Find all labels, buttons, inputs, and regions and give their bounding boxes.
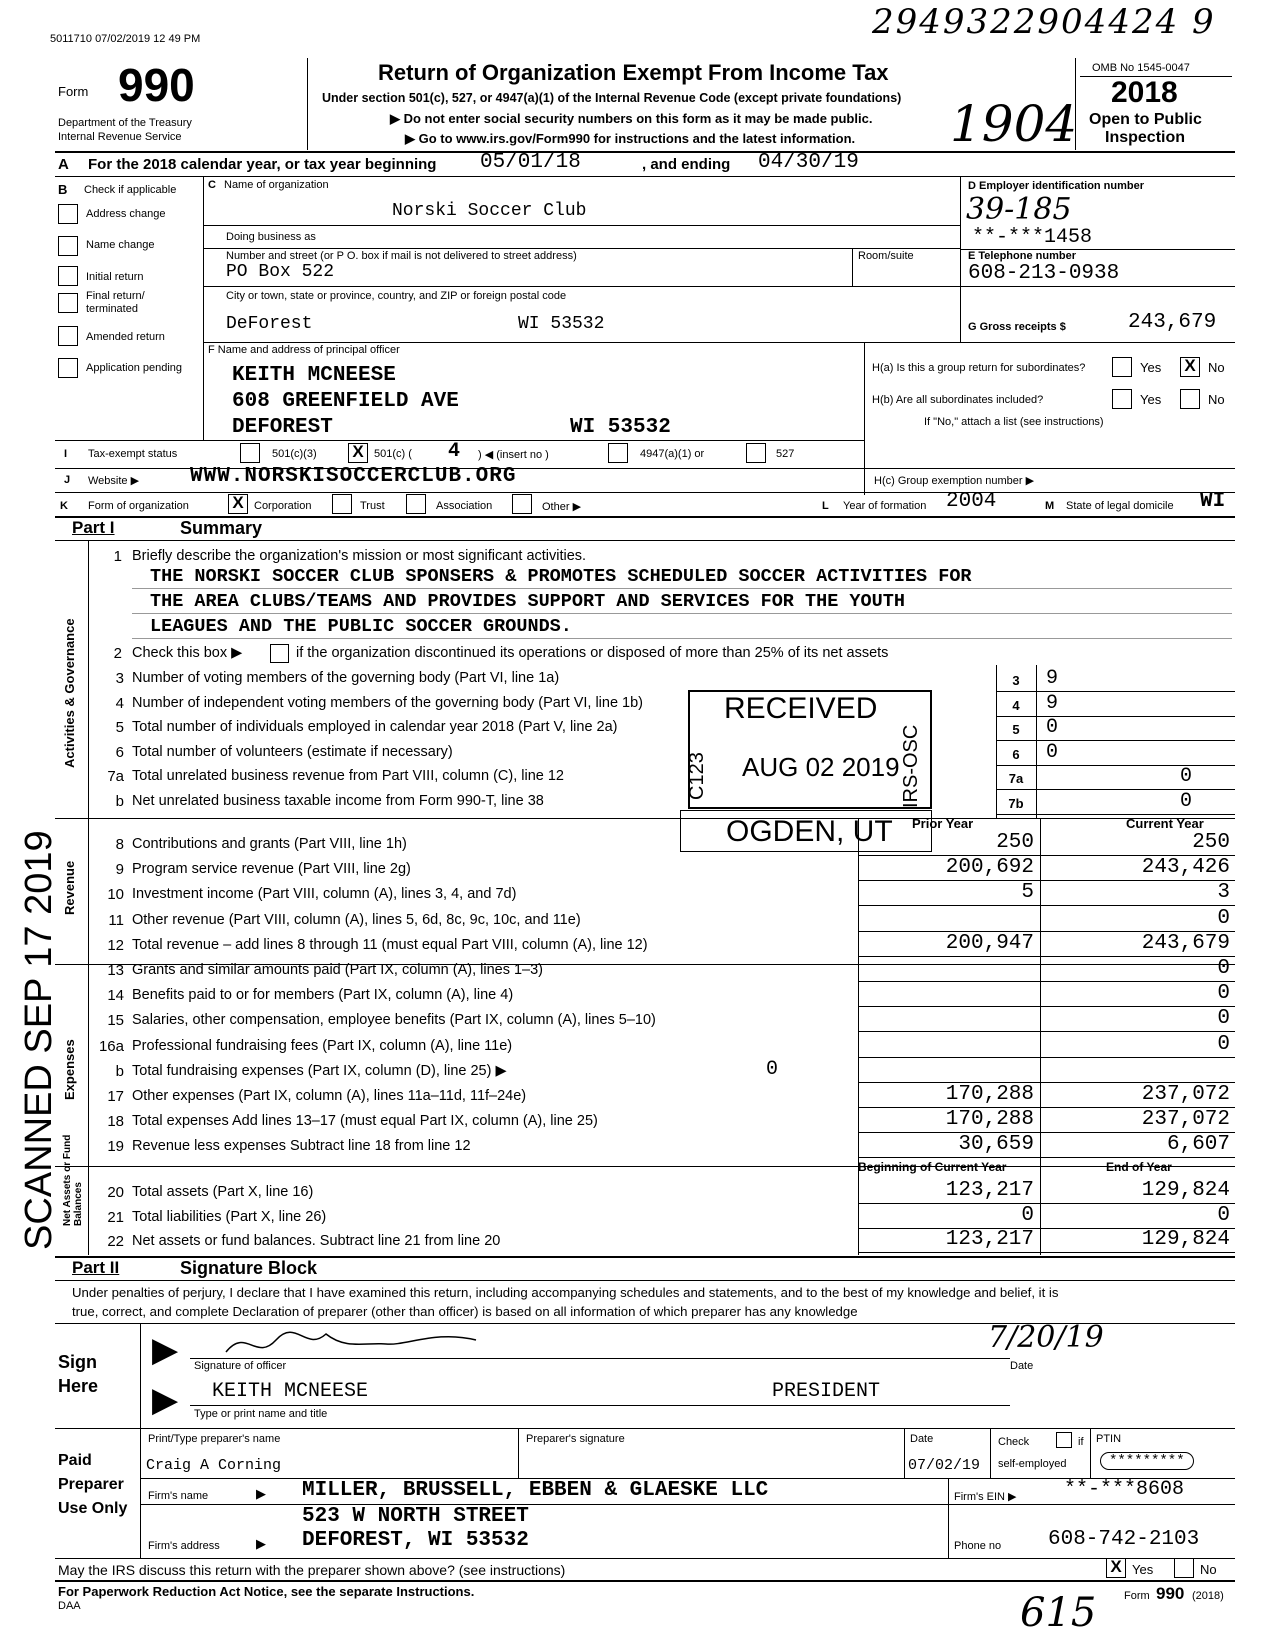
line-k-label: K [60, 500, 68, 512]
fin-line-num: b [115, 1062, 124, 1080]
gov-line-value[interactable]: 0 [1180, 765, 1193, 788]
part-i-title: Summary [180, 518, 263, 538]
net-end-year[interactable]: 129,824 [1141, 1228, 1230, 1251]
application-pending-label: Application pending [86, 362, 183, 374]
handwritten-code: 1904 [950, 95, 1078, 153]
fin-current-year[interactable]: 0 [1217, 957, 1230, 980]
mission-line-3[interactable]: LEAGUES AND THE PUBLIC SOCCER GROUNDS. [150, 616, 572, 637]
sign-arrow-2: ▶ [152, 1381, 179, 1419]
gov-line-num: 4 [115, 694, 124, 712]
527-checkbox[interactable] [746, 443, 766, 463]
fin-current-year[interactable]: 0 [1217, 982, 1230, 1006]
h-a-yes-checkbox[interactable] [1112, 357, 1132, 377]
perjury-statement-2: true, correct, and complete Declaration of preparer (other than officer) is based on all information of which preparer has any knowledge [72, 1304, 858, 1319]
net-line-num: 21 [107, 1208, 124, 1226]
preparer-name-label: Print/Type preparer's name [148, 1433, 281, 1445]
firm-name[interactable]: MILLER, BRUSSELL, EBBEN & GLAESKE LLC [302, 1479, 769, 1502]
line-m-label: M [1045, 500, 1055, 512]
corporation-label: Corporation [254, 500, 312, 512]
fin-prior-year[interactable]: 170,288 [945, 1083, 1034, 1106]
website-label: Website ▶ [88, 475, 140, 487]
side-label-governance: Activities & Governance [62, 618, 77, 768]
line-l-label: L [822, 500, 829, 512]
side-label-expenses: Expenses [62, 1039, 77, 1100]
501c3-checkbox[interactable] [240, 443, 260, 463]
fin-line-num: 16a [98, 1037, 124, 1055]
fin-line-text: Salaries, other compensation, employee benefits (Part IX, column (A), lines 5–10) [132, 1012, 656, 1029]
corporation-checkbox[interactable]: X [228, 494, 248, 514]
tax-year-begin[interactable]: 05/01/18 [480, 151, 581, 174]
name-change-label: Name change [86, 239, 155, 251]
fin-line-num: 19 [107, 1138, 124, 1156]
fin-line-text: Other expenses (Part IX, column (A), lines 11a–11d, 11f–24e) [132, 1088, 527, 1104]
insert-no-label: ) ◀ (insert no ) [478, 449, 549, 461]
firm-address-2[interactable]: DEFOREST, WI 53532 [302, 1529, 529, 1552]
year-formation[interactable]: 2004 [946, 490, 997, 513]
stamp-city: OGDEN, UT [726, 815, 893, 848]
firm-ein[interactable]: **-***8608 [1064, 1478, 1185, 1501]
gov-line-num: 3 [115, 670, 124, 687]
signature-label: Signature of officer [194, 1360, 287, 1372]
net-line-text: Total assets (Part X, line 16) [132, 1184, 314, 1200]
section-c-label: C [208, 179, 216, 191]
fin-current-year[interactable]: 250 [1192, 831, 1230, 854]
fin-current-year[interactable]: 0 [1217, 906, 1230, 930]
fin-current-year[interactable]: 237,072 [1141, 1083, 1230, 1106]
fin-line-text: Contributions and grants (Part VIII, line 1h) [132, 836, 407, 852]
fin-line-text: Professional fundraising fees (Part IX, column (A), line 11e) [132, 1037, 513, 1054]
fin-prior-year[interactable]: 5 [1021, 881, 1034, 905]
open-public: Open to Public [1089, 111, 1202, 128]
line-a-ending: , and ending [642, 156, 731, 173]
side-label-net-assets: Net Assets or Fund Balances [62, 1134, 84, 1226]
net-begin-year[interactable]: 123,217 [945, 1228, 1034, 1251]
document-locator-number: 2949322904424 9 [872, 2, 1216, 42]
omb-number: OMB No 1545-0047 [1092, 62, 1190, 74]
officer-city[interactable]: DEFOREST [232, 416, 333, 439]
fin-line-text: Revenue less expenses Subtract line 18 from line 12 [132, 1138, 471, 1155]
end-year-header: End of Year [1106, 1160, 1172, 1174]
gov-line-box: 6 [1012, 746, 1020, 762]
gov-line-num: 5 [115, 719, 124, 736]
fin-current-year[interactable]: 243,426 [1141, 856, 1230, 880]
mission-line-1[interactable]: THE NORSKI SOCCER CLUB SPONSERS & PROMOTES SCHEDULED SOCCER ACTIVITIES FOR [150, 566, 972, 587]
trust-checkbox[interactable] [332, 494, 352, 514]
telephone[interactable]: 608-213-0938 [968, 262, 1120, 285]
street-label: Number and street (or P O. box if mail is not delivered to street address) [226, 250, 577, 262]
final-return-checkbox[interactable] [58, 293, 78, 313]
here-label: Here [58, 1376, 99, 1396]
501c-checkbox[interactable]: X [348, 443, 368, 463]
gov-line-value[interactable]: 0 [1046, 716, 1059, 739]
final-return-label: Final return/ terminated [86, 290, 145, 315]
part-ii-label: Part II [72, 1258, 120, 1277]
paperwork-notice: For Paperwork Reduction Act Notice, see the separate Instructions. [58, 1584, 475, 1599]
begin-year-header: Beginning of Current Year [858, 1160, 1007, 1174]
fin-line-num: 9 [115, 861, 124, 879]
net-end-year[interactable]: 0 [1217, 1203, 1230, 1227]
handwritten-page: 615 [1020, 1590, 1097, 1636]
net-line-text: Net assets or fund balances. Subtract line 21 from line 20 [132, 1233, 501, 1249]
side-label-revenue: Revenue [62, 860, 77, 915]
line-j-label: J [64, 474, 71, 486]
part-ii-title: Signature Block [180, 1258, 318, 1278]
gov-line-text: Total unrelated business revenue from Part VIII, column (C), line 12 [132, 768, 564, 784]
city-label: City or town, state or province, country, and ZIP or foreign postal code [226, 290, 567, 302]
fin-line-num: 14 [107, 987, 124, 1005]
h-b-note: If "No," attach a list (see instructions) [924, 416, 1104, 428]
irs-label: Internal Revenue Service [58, 131, 182, 143]
gov-line-text: Number of independent voting members of the governing body (Part VI, line 1b) [132, 694, 644, 711]
tax-year: 2018 [1111, 76, 1178, 109]
gov-line-num: 6 [115, 743, 124, 761]
address-change-label: Address change [86, 208, 166, 220]
h-c-label: H(c) Group exemption number ▶ [874, 475, 1035, 487]
name-change-checkbox[interactable] [58, 236, 78, 256]
gross-receipts[interactable]: 243,679 [1128, 311, 1217, 334]
received-text: RECEIVED [724, 692, 878, 725]
gov-line-box: 3 [1012, 673, 1020, 688]
firm-phone[interactable]: 608-742-2103 [1048, 1528, 1200, 1551]
check-label: Check [998, 1436, 1030, 1448]
gov-line-text: Total number of volunteers (estimate if necessary) [132, 743, 453, 760]
gross-receipts-label: G Gross receipts $ [968, 321, 1066, 333]
fin-line-num: 8 [115, 836, 124, 853]
sign-arrow-1: ▶ [152, 1331, 179, 1369]
discuss-yes-checkbox[interactable]: X [1106, 1558, 1126, 1578]
initial-return-label: Initial return [86, 271, 144, 283]
ptin[interactable]: ********* [1100, 1452, 1194, 1470]
gov-line-value[interactable]: 9 [1046, 691, 1059, 715]
gov-line-box: 4 [1012, 697, 1020, 713]
line-2-text-a: Check this box ▶ [132, 645, 243, 661]
preparer-signature-label: Preparer's signature [526, 1433, 625, 1445]
firm-address-1[interactable]: 523 W NORTH STREET [302, 1505, 529, 1528]
sign-label: Sign [58, 1352, 97, 1372]
line-1-num: 1 [113, 548, 122, 565]
processing-timestamp: 5011710 07/02/2019 12 49 PM [50, 33, 201, 45]
fin-prior-year[interactable]: 200,947 [945, 931, 1034, 955]
officer-title[interactable]: PRESIDENT [772, 1380, 881, 1403]
fin-prior-year[interactable]: 30,659 [958, 1133, 1034, 1157]
application-pending-checkbox[interactable] [58, 358, 78, 378]
fin-prior-year[interactable]: 200,692 [945, 856, 1034, 880]
mission-line-2[interactable]: THE AREA CLUBS/TEAMS AND PROVIDES SUPPORT AND SERVICES FOR THE YOUTH [150, 591, 905, 612]
street-address[interactable]: PO Box 522 [226, 262, 335, 282]
fin-line-text: Other revenue (Part VIII, column (A), lines 5, 6d, 8c, 9c, 10c, and 11e) [132, 911, 581, 928]
net-begin-year[interactable]: 123,217 [945, 1179, 1034, 1202]
h-b-yes-label: Yes [1140, 392, 1162, 407]
address-change-checkbox[interactable] [58, 204, 78, 224]
signature-date-label: Date [1010, 1360, 1034, 1372]
tax-exempt-label: Tax-exempt status [88, 448, 178, 460]
other-org-label: Other ▶ [542, 501, 582, 513]
form-title: Return of Organization Exempt From Income Tax [378, 60, 889, 85]
fin-current-year[interactable]: 3 [1217, 881, 1230, 905]
fin-current-year[interactable]: 0 [1217, 1032, 1230, 1056]
amended-return-checkbox[interactable] [58, 326, 78, 346]
gov-line-text: Number of voting members of the governing body (Part VI, line 1a) [132, 670, 560, 686]
firm-phone-label: Phone no [954, 1540, 1002, 1552]
line-2-checkbox[interactable] [270, 644, 289, 663]
dept-treasury: Department of the Treasury [58, 117, 192, 129]
527-label: 527 [776, 448, 795, 460]
h-b-yes-checkbox[interactable] [1112, 389, 1132, 409]
501c3-label: 501(c)(3) [272, 448, 317, 460]
initial-return-checkbox[interactable] [58, 266, 78, 286]
firm-ein-label: Firm's EIN ▶ [954, 1491, 1017, 1503]
self-employed-checkbox[interactable] [1056, 1432, 1072, 1448]
ein[interactable]: **-***1458 [972, 226, 1093, 249]
footer-form-label: Form [1124, 1590, 1150, 1602]
perjury-statement-1: Under penalties of perjury, I declare that I have examined this return, including accompanying schedules and statements, and to the best of my knowledge and belief, it is [72, 1285, 1059, 1300]
gov-line-text: Net unrelated business taxable income from Form 990-T, line 38 [132, 792, 544, 809]
ssn-warning: ▶ Do not enter social security numbers on this form as it may be made public. [390, 111, 873, 126]
ptin-label: PTIN [1096, 1433, 1122, 1445]
principal-officer-label: F Name and address of principal officer [208, 344, 400, 356]
org-name[interactable]: Norski Soccer Club [392, 201, 587, 221]
gov-line-text: Total number of individuals employed in calendar year 2018 (Part V, line 2a) [132, 719, 618, 735]
line-16b-amount[interactable]: 0 [766, 1058, 779, 1081]
fin-current-year[interactable]: 243,679 [1141, 931, 1230, 955]
footer-form-year: (2018) [1192, 1590, 1224, 1602]
instructions-link[interactable]: ▶ Go to www.irs.gov/Form990 for instructions and the latest information. [405, 131, 856, 146]
fin-line-num: 15 [107, 1012, 124, 1030]
501c-number[interactable]: 4 [448, 440, 461, 463]
h-a-label: H(a) Is this a group return for subordinates? [872, 362, 1086, 374]
line-i-label: I [64, 448, 68, 460]
org-name-label: Name of organization [224, 179, 329, 191]
h-b-label: H(b) Are all subordinates included? [872, 394, 1044, 406]
fin-line-num: 13 [107, 962, 124, 979]
4947-checkbox[interactable] [608, 443, 628, 463]
firm-name-arrow: ▶ [256, 1486, 266, 1501]
h-b-no-checkbox[interactable] [1180, 389, 1200, 409]
footer-form-number: 990 [1156, 1584, 1185, 1603]
firm-address-label: Firm's address [148, 1540, 220, 1552]
signature-date[interactable]: 7/20/19 [988, 1320, 1104, 1355]
scanned-stamp: SCANNED SEP 17 2019 [18, 830, 60, 1250]
fin-line-text: Total revenue – add lines 8 through 11 (must equal Part VIII, column (A), line 12) [132, 936, 648, 953]
h-a-no-label: No [1208, 360, 1225, 375]
if-label: if [1078, 1436, 1084, 1448]
line-a-text: For the 2018 calendar year, or tax year beginning [88, 156, 437, 173]
firm-address-arrow: ▶ [256, 1536, 266, 1551]
amended-return-label: Amended return [86, 331, 165, 343]
fin-prior-year[interactable]: 250 [996, 831, 1034, 854]
section-b-title: Check if applicable [84, 184, 177, 196]
self-employed-label: self-employed [998, 1458, 1067, 1470]
preparer-date-label: Date [910, 1433, 934, 1445]
other-org-checkbox[interactable] [512, 494, 532, 514]
domicile-label: State of legal domicile [1066, 500, 1174, 512]
h-a-yes-label: Yes [1140, 360, 1162, 375]
fin-line-num: 18 [107, 1113, 124, 1131]
form-of-org-label: Form of organization [88, 500, 189, 512]
ein-label: D Employer identification number [968, 180, 1145, 192]
received-date: AUG 02 2019 [742, 752, 900, 782]
net-line-num: 20 [107, 1184, 124, 1201]
domicile[interactable]: WI [1200, 490, 1226, 513]
officer-street[interactable]: 608 GREENFIELD AVE [232, 390, 459, 413]
fin-prior-year[interactable]: 170,288 [945, 1108, 1034, 1132]
discuss-no-label: No [1200, 1562, 1217, 1577]
fin-current-year[interactable]: 0 [1217, 1007, 1230, 1031]
telephone-label: E Telephone number [968, 250, 1076, 262]
stamp-code-right: IRS-OSC [900, 724, 922, 808]
fin-line-num: 11 [108, 911, 124, 929]
state-zip[interactable]: WI 53532 [518, 314, 605, 334]
use-only-label: Use Only [58, 1500, 128, 1517]
city[interactable]: DeForest [226, 314, 313, 334]
gov-line-box: 7a [1008, 771, 1024, 786]
inspection: Inspection [1105, 129, 1186, 146]
officer-signature [216, 1322, 516, 1362]
form-number: 990 [118, 59, 195, 111]
net-begin-year[interactable]: 0 [1021, 1203, 1034, 1227]
fin-line-text: Total fundraising expenses (Part IX, column (D), line 25) ▶ [132, 1062, 507, 1079]
prior-year-header: Prior Year [912, 816, 974, 831]
association-label: Association [436, 500, 493, 512]
line-1-text: Briefly describe the organization's mission or most significant activities. [132, 548, 587, 564]
fin-current-year[interactable]: 6,607 [1166, 1133, 1230, 1157]
discuss-yes-label: Yes [1132, 1562, 1154, 1577]
trust-label: Trust [360, 500, 385, 512]
ein-handwritten: 39-185 [966, 192, 1072, 227]
fin-line-text: Benefits paid to or for members (Part IX, column (A), line 4) [132, 987, 514, 1004]
stamp-code-left: C123 [686, 752, 708, 800]
h-b-no-label: No [1208, 392, 1225, 407]
gov-line-value[interactable]: 0 [1180, 789, 1193, 813]
type-name-label: Type or print name and title [194, 1408, 328, 1420]
fin-line-num: 12 [107, 936, 124, 954]
fin-line-num: 10 [107, 886, 124, 904]
fin-line-text: Investment income (Part VIII, column (A), lines 3, 4, and 7d) [132, 886, 517, 903]
gov-line-num: 7a [107, 768, 124, 785]
gov-line-num: b [115, 792, 124, 810]
association-checkbox[interactable] [406, 494, 426, 514]
gov-line-value[interactable]: 0 [1046, 740, 1059, 764]
line-2-num: 2 [113, 645, 122, 662]
dba-label: Doing business as [226, 231, 316, 243]
fin-line-text: Grants and similar amounts paid (Part IX, column (A), lines 1–3) [132, 962, 543, 978]
line-a-label: A [58, 156, 69, 173]
fin-line-text: Program service revenue (Part VIII, line 2g) [132, 861, 411, 878]
officer-state-zip[interactable]: WI 53532 [570, 416, 671, 439]
year-formation-label: Year of formation [843, 500, 927, 512]
net-end-year[interactable]: 129,824 [1141, 1179, 1230, 1202]
fin-line-text: Total expenses Add lines 13–17 (must equal Part IX, column (A), line 25) [132, 1113, 598, 1130]
discuss-question: May the IRS discuss this return with the preparer shown above? (see instructions) [58, 1562, 566, 1578]
h-a-no-checkbox[interactable]: X [1180, 357, 1200, 377]
discuss-no-checkbox[interactable] [1174, 1558, 1194, 1578]
firm-name-label: Firm's name [148, 1490, 209, 1502]
paid-label: Paid [58, 1452, 92, 1469]
officer-name[interactable]: KEITH MCNEESE [232, 364, 396, 387]
part-i-label: Part I [72, 518, 115, 537]
gov-line-box: 7b [1008, 795, 1024, 811]
fin-line-num: 17 [107, 1088, 124, 1105]
gov-line-value[interactable]: 9 [1046, 667, 1059, 690]
line-2-text-b: if the organization discontinued its operations or disposed of more than 25% of its net assets [296, 645, 889, 661]
daa-label: DAA [58, 1600, 81, 1612]
preparer-name[interactable]: Craig A Corning [146, 1457, 282, 1474]
website[interactable]: WWW.NORSKISOCCERCLUB.ORG [190, 465, 517, 488]
form-label: Form [58, 84, 89, 99]
officer-printed-name[interactable]: KEITH MCNEESE [212, 1380, 369, 1403]
gov-line-box: 5 [1012, 722, 1020, 737]
current-year-header: Current Year [1126, 816, 1204, 831]
form-subtitle: Under section 501(c), 527, or 4947(a)(1) of the Internal Revenue Code (except private foundations) [322, 91, 902, 105]
section-b-label: B [58, 182, 68, 197]
501c-label: 501(c) ( [374, 448, 412, 460]
net-line-text: Total liabilities (Part X, line 26) [132, 1208, 327, 1225]
preparer-label: Preparer [58, 1476, 124, 1493]
net-line-num: 22 [107, 1233, 124, 1250]
tax-year-end[interactable]: 04/30/19 [758, 151, 859, 174]
preparer-date[interactable]: 07/02/19 [908, 1457, 981, 1474]
4947-label: 4947(a)(1) or [640, 448, 705, 460]
fin-current-year[interactable]: 237,072 [1141, 1108, 1230, 1132]
room-suite-label: Room/suite [858, 250, 914, 262]
